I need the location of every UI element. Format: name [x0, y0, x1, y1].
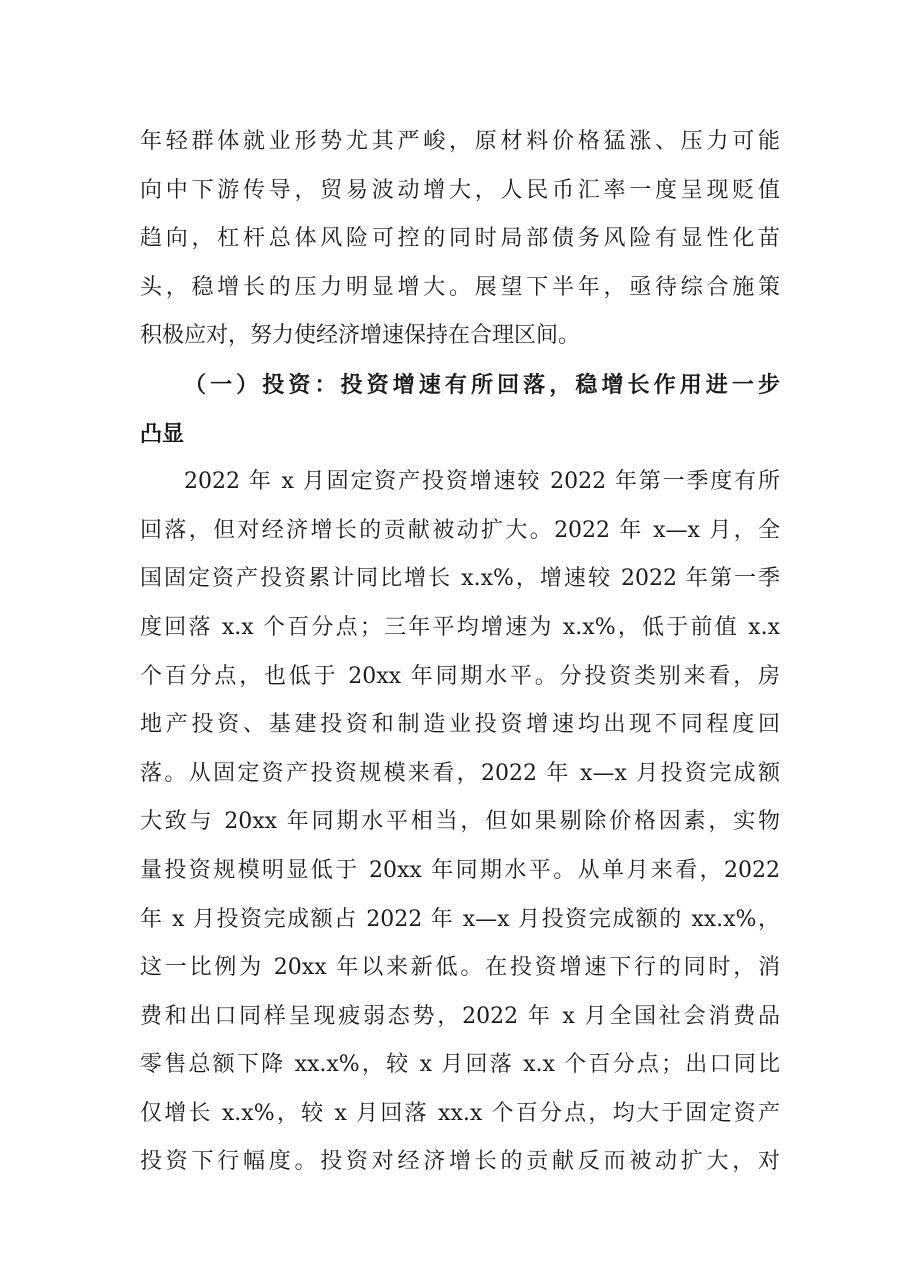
text-line: 这一比例为 20xx 年以来新低。在投资增速下行的同时，消 [140, 955, 780, 981]
text-line: 头，稳增长的压力明显增大。展望下半年，亟待综合施策 [140, 274, 780, 300]
heading-line: 凸显 [140, 420, 185, 447]
paragraph-continuation [140, 118, 780, 361]
text-line: 投资下行幅度。投资对经济增长的贡献反而被动扩大，对 [140, 1149, 780, 1175]
text-line: 度回落 x.x 个百分点；三年平均增速为 x.x%，低于前值 x.x [140, 614, 780, 640]
text-line: 仅增长 x.x%，较 x 月回落 xx.x 个百分点，均大于固定资产 [140, 1100, 780, 1126]
text-line: 量投资规模明显低于 20xx 年同期水平。从单月来看，2022 [140, 857, 780, 883]
text-line: 趋向，杠杆总体风险可控的同时局部债务风险有显性化苗 [140, 226, 780, 252]
text-line: 国固定资产投资累计同比增长 x.x%，增速较 2022 年第一季 [140, 566, 780, 592]
section-heading [140, 361, 780, 458]
text-line: 大致与 20xx 年同期水平相当，但如果剔除价格因素，实物 [140, 809, 780, 835]
paragraph-investment [140, 458, 780, 1187]
text-line: 积极应对，努力使经济增速保持在合理区间。 [140, 323, 581, 349]
heading-line: （一）投资：投资增速有所回落，稳增长作用进一步 [184, 371, 780, 398]
text-line: 年 x 月投资完成额占 2022 年 x—x 月投资完成额的 xx.x%， [140, 906, 780, 932]
text-line: 个百分点，也低于 20xx 年同期水平。分投资类别来看，房 [140, 663, 780, 689]
text-line: 年轻群体就业形势尤其严峻，原材料价格猛涨、压力可能 [140, 129, 780, 154]
text-line: 费和出口同样呈现疲弱态势，2022 年 x 月全国社会消费品 [140, 1003, 780, 1029]
text-line: 向中下游传导，贸易波动增大，人民币汇率一度呈现贬值 [140, 177, 780, 203]
text-line: 2022 年 x 月固定资产投资增速较 2022 年第一季度有所 [184, 469, 780, 495]
text-line: 回落，但对经济增长的贡献被动扩大。2022 年 x—x 月，全 [140, 517, 780, 543]
text-line: 零售总额下降 xx.x%，较 x 月回落 x.x 个百分点；出口同比 [140, 1052, 780, 1078]
text-line: 地产投资、基建投资和制造业投资增速均出现不同程度回 [140, 712, 780, 738]
document-body [140, 118, 780, 1187]
text-line: 落。从固定资产投资规模来看，2022 年 x—x 月投资完成额 [140, 760, 780, 786]
